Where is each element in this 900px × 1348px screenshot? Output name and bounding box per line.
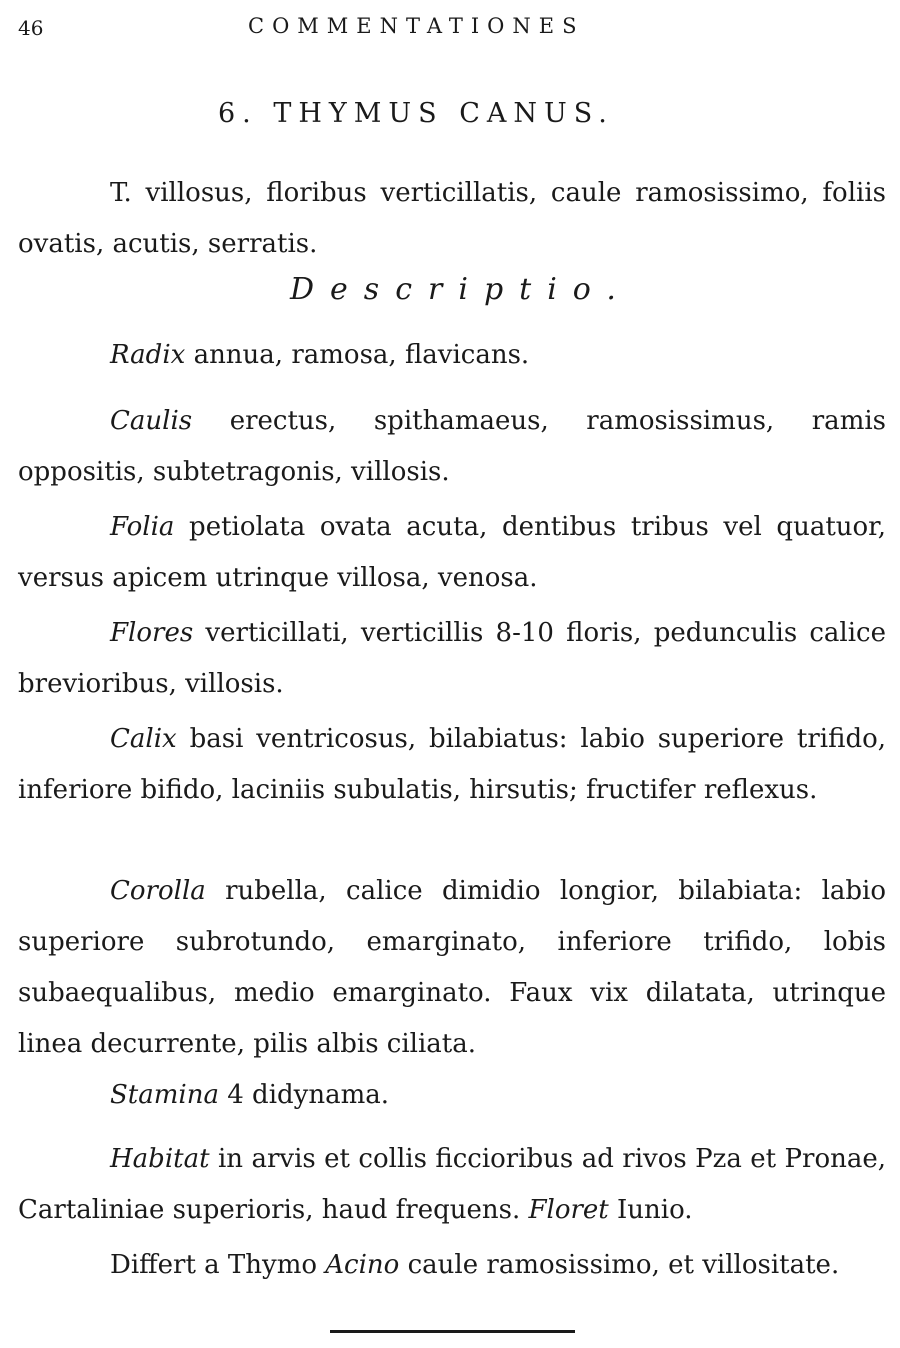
descriptio-heading: Descriptio. bbox=[290, 272, 632, 307]
closing-rule bbox=[330, 1330, 575, 1333]
description-lead: Calix bbox=[110, 724, 177, 754]
description-text: annua, ramosa, flavicans. bbox=[193, 340, 530, 370]
description-folia bbox=[18, 502, 886, 604]
description-lead: Corolla bbox=[110, 876, 206, 906]
description-text: petiolata ovata acuta, dentibus tribus vel quatuor, versus apicem utrinque villosa, venosa. bbox=[18, 512, 887, 593]
description-text: 4 didynama. bbox=[227, 1080, 390, 1110]
diagnosis-text: T. villosus, floribus verticillatis, caule ramosissimo, foliis ovatis, acutis, serratis. bbox=[18, 178, 886, 259]
differentia-italic: Acino bbox=[325, 1250, 400, 1280]
description-lead: Folia bbox=[110, 512, 175, 542]
differentia-post: caule ramosissimo, et villositate. bbox=[407, 1250, 840, 1280]
description-calix bbox=[18, 714, 886, 816]
floret-lead: Floret bbox=[528, 1195, 609, 1225]
description-stamina bbox=[18, 1070, 886, 1121]
differentia-pre: Differt a Thymo bbox=[110, 1250, 318, 1280]
running-title: COMMENTATIONES bbox=[248, 14, 585, 38]
habitat-lead: Habitat bbox=[110, 1144, 210, 1174]
species-heading: 6. THYMUS CANUS. bbox=[218, 98, 614, 129]
floret-text: Iunio. bbox=[617, 1195, 693, 1225]
diagnosis-paragraph bbox=[18, 168, 886, 270]
description-text: verticillati, verticillis 8-10 floris, pedunculis calice brevioribus, villosis. bbox=[18, 618, 887, 699]
description-lead: Stamina bbox=[110, 1080, 219, 1110]
description-corolla bbox=[18, 866, 886, 1070]
description-radix bbox=[18, 330, 886, 381]
differentia-paragraph bbox=[18, 1240, 886, 1291]
habitat-text: in arvis et collis ficcioribus ad rivos Pza et Pronae, Cartaliniae superioris, haud frequens. bbox=[18, 1144, 887, 1225]
description-text: basi ventricosus, bilabiatus: labio superiore trifido, inferiore bifido, laciniis subulatis, hirsutis; fructifer reflexus. bbox=[18, 724, 887, 805]
description-caulis bbox=[18, 396, 886, 498]
description-lead: Flores bbox=[110, 618, 194, 648]
page-number: 46 bbox=[18, 16, 44, 40]
description-lead: Caulis bbox=[110, 406, 193, 436]
description-text: rubella, calice dimidio longior, bilabiata: labio superiore subrotundo, emarginato, inferiore trifido, lobis subaequalibus, medio emarginato. Faux vix dilatata, utrinque linea decurrente, pilis albis ciliata. bbox=[18, 876, 886, 1059]
description-flores bbox=[18, 608, 886, 710]
habitat-paragraph bbox=[18, 1134, 886, 1236]
running-head bbox=[18, 14, 860, 44]
description-lead: Radix bbox=[110, 340, 186, 370]
description-text: erectus, spithamaeus, ramosissimus, ramis oppositis, subtetragonis, villosis. bbox=[18, 406, 886, 487]
